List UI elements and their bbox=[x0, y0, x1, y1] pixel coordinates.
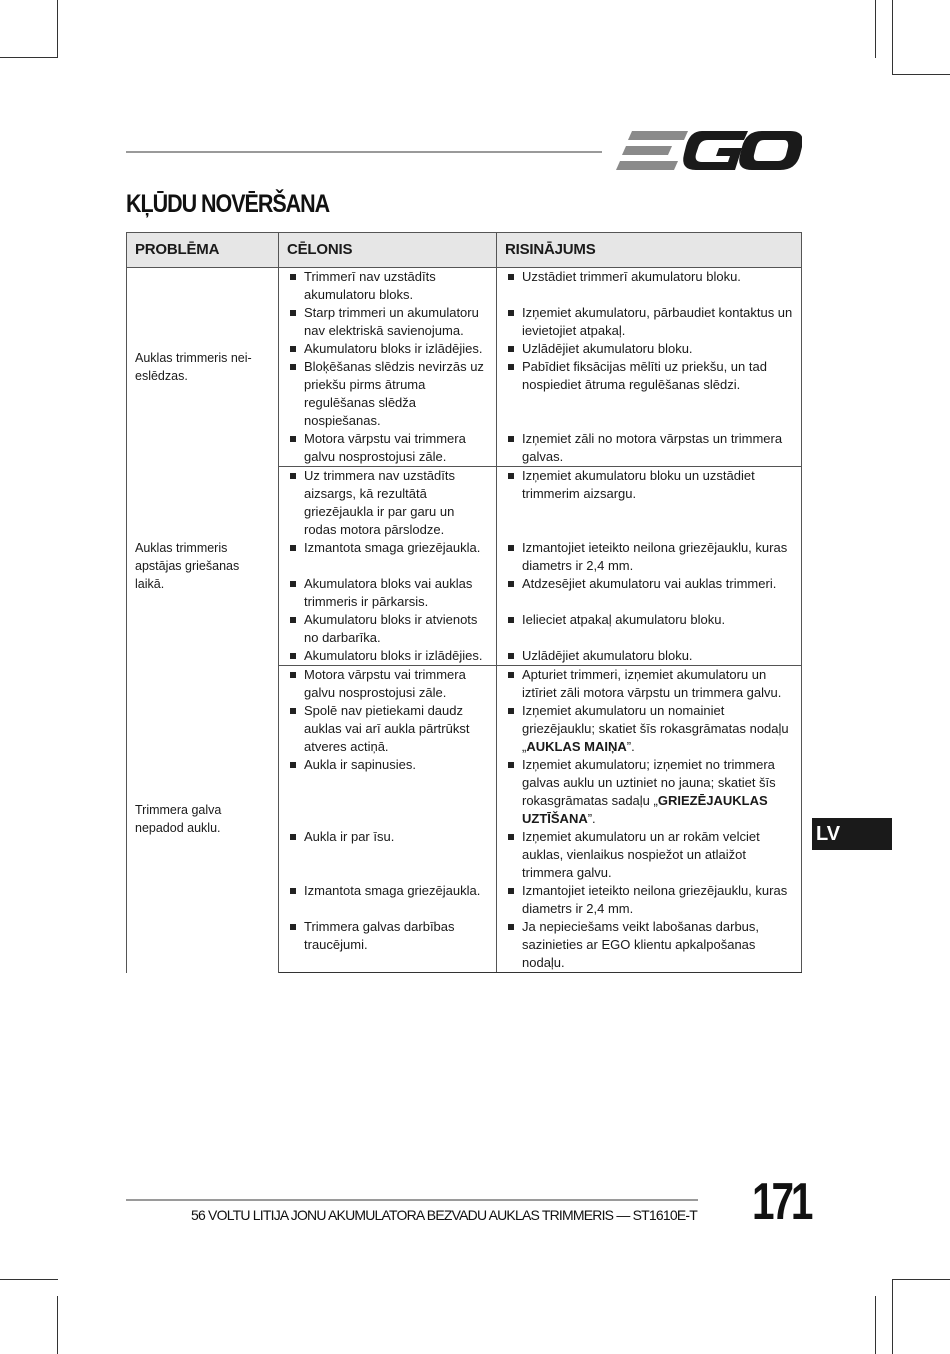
crop-mark bbox=[892, 0, 893, 75]
footer-rule bbox=[126, 1199, 698, 1201]
solution-text: Atdzesējiet akumulatoru vai auklas trimmeri. bbox=[497, 575, 801, 593]
cause-text: Trimmera galvas darbības traucējumi. bbox=[279, 918, 496, 954]
cause-text: Akumulatoru bloks ir atvienots no darbarīka. bbox=[279, 611, 496, 647]
section-reference: AUKLAS MAIŅA bbox=[526, 739, 627, 754]
solution-cell bbox=[497, 882, 802, 918]
header-rule bbox=[126, 151, 602, 153]
cause-cell bbox=[279, 304, 497, 340]
solution-text: Izņemiet zāli no motora vārpstas un trimmera galvas. bbox=[497, 430, 801, 466]
cause-cell bbox=[279, 467, 497, 540]
cause-text: Akumulatoru bloks ir izlādējies. bbox=[279, 340, 496, 358]
solution-text-part: Izņemiet akumulatoru un nomainiet griezējauklu; skatiet šīs rokasgrāmatas nodaļu „ bbox=[522, 703, 789, 754]
cause-cell bbox=[279, 430, 497, 467]
cause-cell bbox=[279, 575, 497, 611]
solution-text-part: ”. bbox=[587, 811, 596, 826]
cause-text: Trimmerī nav uzstādīts akumulatoru bloks. bbox=[279, 268, 496, 304]
problem-cell: Auklas trimmeris apstājas griešanas laikā. bbox=[127, 467, 279, 666]
ego-logo bbox=[616, 128, 802, 174]
crop-mark bbox=[892, 1279, 893, 1354]
solution-cell bbox=[497, 467, 802, 540]
solution-text: Izņemiet akumulatoru, pārbaudiet kontaktus un ievietojiet atpakaļ. bbox=[497, 304, 801, 340]
solution-text: Ja nepieciešams veikt labošanas darbus, sazinieties ar EGO klientu apkalpošanas nodaļu. bbox=[497, 918, 801, 972]
solution-cell bbox=[497, 430, 802, 467]
table-row bbox=[127, 268, 802, 305]
cause-cell bbox=[279, 828, 497, 882]
solution-cell bbox=[497, 828, 802, 882]
cause-text: Akumulatoru bloks ir izlādējies. bbox=[279, 647, 496, 665]
cause-text: Motora vārpstu vai trimmera galvu nosprostojusi zāle. bbox=[279, 430, 496, 466]
solution-text: Apturiet trimmeri, izņemiet akumulatoru un iztīriet zāli motora vārpstu un trimmera galvu. bbox=[497, 666, 801, 702]
crop-mark bbox=[875, 0, 876, 58]
cause-text: Spolē nav pietiekami daudz auklas vai arī aukla pārtrūkst atveres actiņā. bbox=[279, 702, 496, 756]
solution-text: Izņemiet akumulatoru un ar rokām velciet auklas, vienlaikus nospiežot un atlaižot trimmera galvu. bbox=[497, 828, 801, 882]
cause-text: Izmantota smaga griezējaukla. bbox=[279, 882, 496, 900]
solution-cell bbox=[497, 268, 802, 305]
solution-text: Uzstādiet trimmerī akumulatoru bloku. bbox=[497, 268, 801, 286]
cause-text: Uz trimmera nav uzstādīts aizsargs, kā rezultātā griezējaukla ir par garu un rodas motora pārslodze. bbox=[279, 467, 496, 539]
page-title: KĻŪDU NOVĒRŠANA bbox=[126, 190, 330, 218]
solution-text: Pabīdiet fiksācijas mēlīti uz priekšu, un tad nospiediet ātruma regulēšanas slēdzi. bbox=[497, 358, 801, 394]
column-header-cause: CĒLONIS bbox=[279, 233, 497, 268]
crop-mark bbox=[0, 57, 58, 58]
solution-cell bbox=[497, 756, 802, 828]
cause-text: Akumulatora bloks vai auklas trimmeris ir pārkarsis. bbox=[279, 575, 496, 611]
problem-cell: Trimmera galva nepadod auklu. bbox=[127, 666, 279, 973]
solution-text bbox=[497, 756, 801, 828]
cause-cell bbox=[279, 268, 497, 305]
solution-cell bbox=[497, 575, 802, 611]
cause-cell bbox=[279, 702, 497, 756]
solution-text: Uzlādējiet akumulatoru bloku. bbox=[497, 340, 801, 358]
cause-text: Izmantota smaga griezējaukla. bbox=[279, 539, 496, 557]
cause-cell bbox=[279, 918, 497, 973]
cause-text: Bloķēšanas slēdzis nevirzās uz priekšu pirms ātruma regulēšanas slēdža nospiešanas. bbox=[279, 358, 496, 430]
solution-cell bbox=[497, 340, 802, 358]
solution-cell bbox=[497, 539, 802, 575]
table-row bbox=[127, 467, 802, 540]
column-header-solution: RISINĀJUMS bbox=[497, 233, 802, 268]
solution-text bbox=[497, 702, 801, 756]
troubleshooting-table bbox=[126, 232, 802, 973]
solution-text: Izmantojiet ieteikto neilona griezējauklu, kuras diametrs ir 2,4 mm. bbox=[497, 882, 801, 918]
language-tab: LV bbox=[812, 818, 892, 850]
crop-mark bbox=[57, 0, 58, 58]
crop-mark bbox=[875, 1296, 876, 1354]
solution-cell bbox=[497, 918, 802, 973]
cause-cell bbox=[279, 882, 497, 918]
cause-cell bbox=[279, 539, 497, 575]
solution-cell bbox=[497, 358, 802, 430]
table-header-row bbox=[127, 233, 802, 268]
crop-mark bbox=[892, 1279, 950, 1280]
solution-text: Uzlādējiet akumulatoru bloku. bbox=[497, 647, 801, 665]
solution-cell bbox=[497, 647, 802, 666]
section-reference: GRIEZĒJAUKLAS UZTĪŠANA bbox=[522, 793, 768, 826]
cause-cell bbox=[279, 358, 497, 430]
crop-mark bbox=[892, 74, 950, 75]
table-row bbox=[127, 666, 802, 703]
crop-mark bbox=[57, 1296, 58, 1354]
solution-cell bbox=[497, 304, 802, 340]
solution-cell bbox=[497, 666, 802, 703]
solution-text: Izņemiet akumulatoru bloku un uzstādiet trimmerim aizsargu. bbox=[497, 467, 801, 503]
cause-text: Aukla ir sapinusies. bbox=[279, 756, 496, 774]
column-header-problem: PROBLĒMA bbox=[127, 233, 279, 268]
cause-cell bbox=[279, 340, 497, 358]
problem-cell: Auklas trimmeris nei-eslēdzas. bbox=[127, 268, 279, 467]
crop-mark bbox=[0, 1279, 58, 1280]
cause-cell bbox=[279, 756, 497, 828]
cause-cell bbox=[279, 666, 497, 703]
cause-text: Aukla ir par īsu. bbox=[279, 828, 496, 846]
cause-cell bbox=[279, 647, 497, 666]
solution-cell bbox=[497, 702, 802, 756]
cause-cell bbox=[279, 611, 497, 647]
solution-cell bbox=[497, 611, 802, 647]
solution-text: Izmantojiet ieteikto neilona griezējauklu, kuras diametrs ir 2,4 mm. bbox=[497, 539, 801, 575]
solution-text-part: ”. bbox=[626, 739, 635, 754]
solution-text-part: Izņemiet akumulatoru; izņemiet no trimmera galvas auklu un uztiniet no jauna; skatiet šīs rokasgrāmatas sadaļu „ bbox=[522, 757, 776, 808]
cause-text: Starp trimmeri un akumulatoru nav elektriskā savienojuma. bbox=[279, 304, 496, 340]
cause-text: Motora vārpstu vai trimmera galvu nosprostojusi zāle. bbox=[279, 666, 496, 702]
footer-product-title: 56 VOLTU LITIJA JONU AKUMULATORA BEZVADU AUKLAS TRIMMERIS — ST1610E-T bbox=[191, 1207, 697, 1223]
page-number: 171 bbox=[752, 1173, 811, 1231]
solution-text: Ielieciet atpakaļ akumulatoru bloku. bbox=[497, 611, 801, 629]
